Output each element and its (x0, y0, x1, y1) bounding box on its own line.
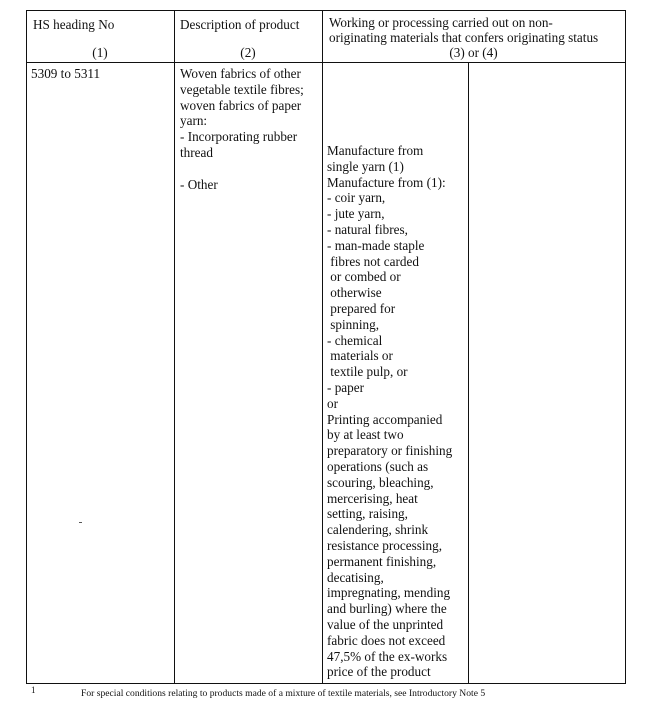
header-processing-line-1: Working or processing carried out on non- (329, 15, 553, 30)
description-line: Woven fabrics of other (180, 66, 301, 81)
header-description-number: (2) (240, 45, 256, 60)
processing-line: and burling) where the (327, 601, 447, 617)
processing-line: materials or (327, 348, 393, 364)
processing-line: - paper (327, 380, 364, 395)
processing-line: or (327, 395, 338, 411)
table-left-border (26, 10, 27, 684)
description-line: vegetable textile fibres; (180, 81, 304, 97)
processing-line: price of the product (327, 664, 431, 680)
table-bottom-border (26, 683, 626, 684)
processing-line: - chemical (327, 332, 383, 348)
processing-line: Manufacture from (327, 143, 424, 158)
processing-line: decatising, (327, 569, 384, 585)
footnote-marker: 1 (31, 685, 36, 695)
processing-line: 47,5% of the ex-works (327, 648, 448, 664)
header-hs-heading: HS heading No (33, 17, 115, 32)
description-line: - Other (180, 176, 218, 192)
processing-line: - natural fibres, (327, 222, 408, 237)
description-line: woven fabrics of paper (180, 97, 302, 113)
processing-line: calendering, shrink (327, 522, 429, 538)
processing-line: setting, raising, (327, 506, 408, 522)
processing-line: prepared for (327, 301, 396, 316)
description-line: yarn: (180, 113, 208, 129)
processing-line: mercerising, heat (327, 490, 418, 506)
header-processing-number: (3) or (4) (449, 45, 498, 60)
header-bottom-border (26, 62, 626, 63)
col-divider-3 (468, 62, 469, 684)
header-hs-heading-number: (1) (92, 45, 108, 60)
processing-line: fibres not carded (327, 253, 419, 269)
table-top-border (26, 10, 626, 11)
processing-line: permanent finishing, (327, 553, 437, 569)
header-description: Description of product (180, 17, 300, 32)
processing-line: resistance processing, (327, 538, 442, 553)
processing-line: Manufacture from (1): (327, 174, 446, 190)
scan-speck (79, 522, 82, 523)
processing-line: preparatory or finishing (327, 443, 453, 459)
col-divider-1 (174, 10, 175, 684)
description-line: - Incorporating rubber (180, 129, 298, 145)
processing-line: otherwise (327, 285, 382, 301)
row-hs-heading: 5309 to 5311 (31, 66, 101, 81)
description-line: thread (180, 145, 213, 160)
processing-line: spinning, (327, 316, 380, 332)
processing-line: value of the unprinted (327, 617, 444, 632)
processing-line: or combed or (327, 269, 401, 285)
processing-line: - coir yarn, (327, 190, 386, 206)
col-divider-2 (322, 10, 323, 684)
processing-line: Printing accompanied (327, 411, 443, 427)
processing-line: by at least two (327, 427, 404, 443)
processing-line: single yarn (1) (327, 158, 404, 174)
header-processing-line-2: originating materials that confers originating status (329, 30, 599, 45)
processing-line: textile pulp, or (327, 364, 408, 380)
footnote-text: For special conditions relating to products made of a mixture of textile materials, see Introductory Note 5 (81, 688, 486, 699)
processing-line: operations (such as (327, 459, 429, 474)
table-right-border (625, 10, 626, 684)
processing-line: - man-made staple (327, 237, 425, 253)
processing-line: impregnating, mending (327, 585, 451, 601)
processing-line: - jute yarn, (327, 206, 385, 222)
processing-line: fabric does not exceed (327, 632, 446, 648)
processing-line: scouring, bleaching, (327, 474, 434, 490)
